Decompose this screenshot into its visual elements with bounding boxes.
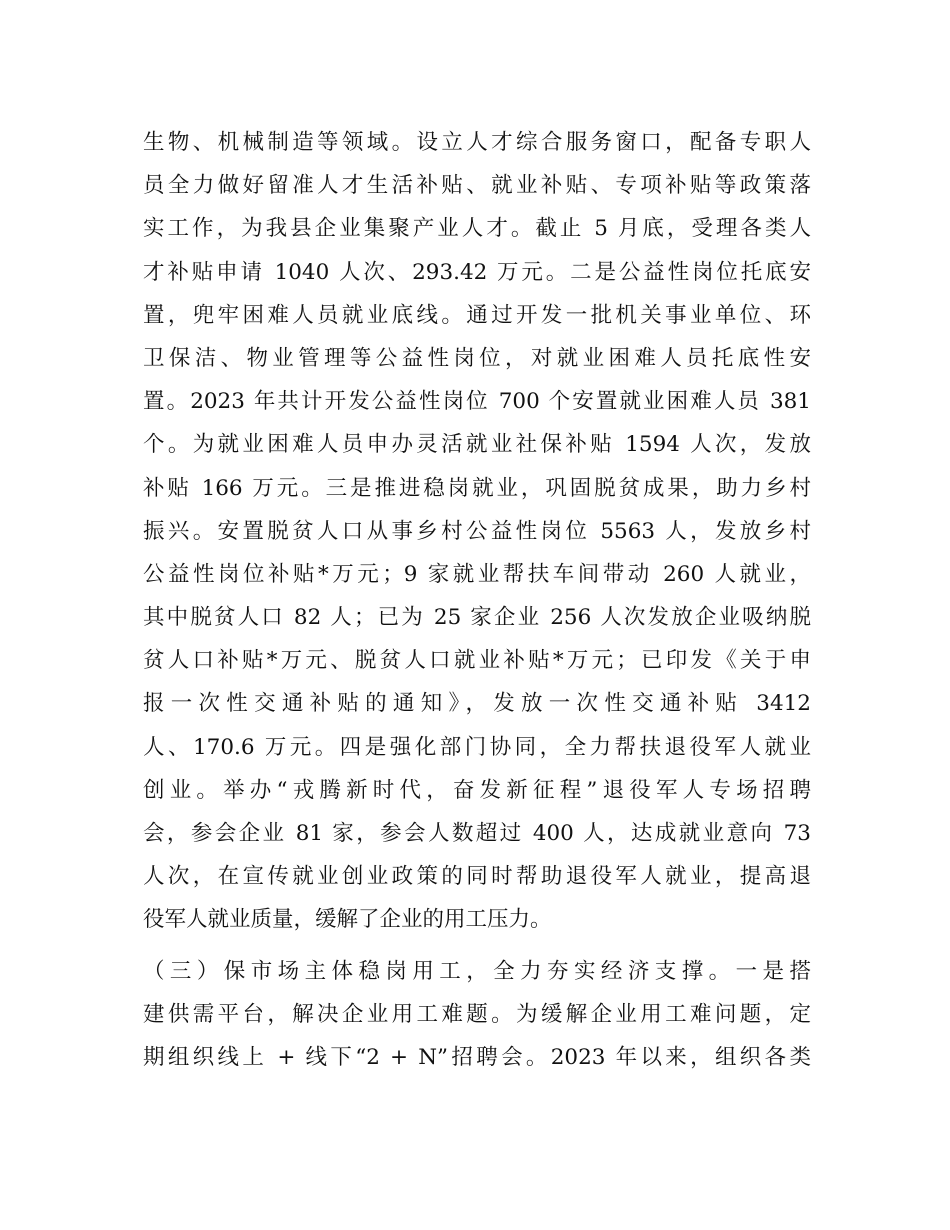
text-line: 人次，在宣传就业创业政策的同时帮助退役军人就业，提高退 xyxy=(143,864,811,890)
text-line: 创业。举办“戎腾新时代，奋发新征程”退役军人专场招聘 xyxy=(143,777,811,803)
text-line: 个。为就业困难人员申办灵活就业社保补贴 1594 人次，发放 xyxy=(143,432,811,458)
text-line: 其中脱贫人口 82 人；已为 25 家企业 256 人次发放企业吸纳脱 xyxy=(143,605,811,631)
paragraph-spacer xyxy=(143,942,811,950)
text-line: 期组织线上 + 线下“2 + N”招聘会。2023 年以来，组织各类 xyxy=(143,1044,811,1070)
text-line: 置，兜牢困难人员就业底线。通过开发一批机关事业单位、环 xyxy=(143,302,811,328)
text-line: 公益性岗位补贴*万元；9 家就业帮扶车间带动 260 人就业， xyxy=(143,561,811,587)
paragraph-2 xyxy=(143,950,811,1080)
paragraph-1 xyxy=(143,121,811,942)
text-line: 会，参会企业 81 家，参会人数超过 400 人，达成就业意向 73 xyxy=(143,821,811,846)
text-line: 役军人就业质量，缓解了企业的用工压力。 xyxy=(143,907,552,933)
body-text xyxy=(143,121,811,1079)
text-line: 置。2023 年共计开发公益性岗位 700 个安置就业困难人员 381 xyxy=(143,389,811,415)
text-line: 员全力做好留准人才生活补贴、就业补贴、专项补贴等政策落 xyxy=(143,173,811,199)
text-line: 生物、机械制造等领域。设立人才综合服务窗口，配备专职人 xyxy=(143,130,811,155)
text-line: 补贴 166 万元。三是推进稳岗就业，巩固脱贫成果，助力乡村 xyxy=(143,475,811,501)
text-line: 贫人口补贴*万元、脱贫人口就业补贴*万元；已印发《关于申 xyxy=(143,648,811,674)
text-line: 振兴。安置脱贫人口从事乡村公益性岗位 5563 人，发放乡村 xyxy=(143,518,811,544)
text-line: 报一次性交通补贴的通知》，发放一次性交通补贴 3412 xyxy=(143,691,811,717)
text-line: 卫保洁、物业管理等公益性岗位，对就业困难人员托底性安 xyxy=(143,345,811,371)
text-line: 人、170.6 万元。四是强化部门协同，全力帮扶退役军人就业 xyxy=(143,734,811,760)
text-line: 才补贴申请 1040 人次、293.42 万元。二是公益性岗位托底安 xyxy=(143,259,811,285)
text-line: 建供需平台，解决企业用工难题。为缓解企业用工难问题，定 xyxy=(143,1001,811,1027)
text-line: 实工作，为我县企业集聚产业人才。截止 5 月底，受理各类人 xyxy=(143,216,811,242)
text-line: （三）保市场主体稳岗用工，全力夯实经济支撑。一是搭 xyxy=(143,958,811,984)
